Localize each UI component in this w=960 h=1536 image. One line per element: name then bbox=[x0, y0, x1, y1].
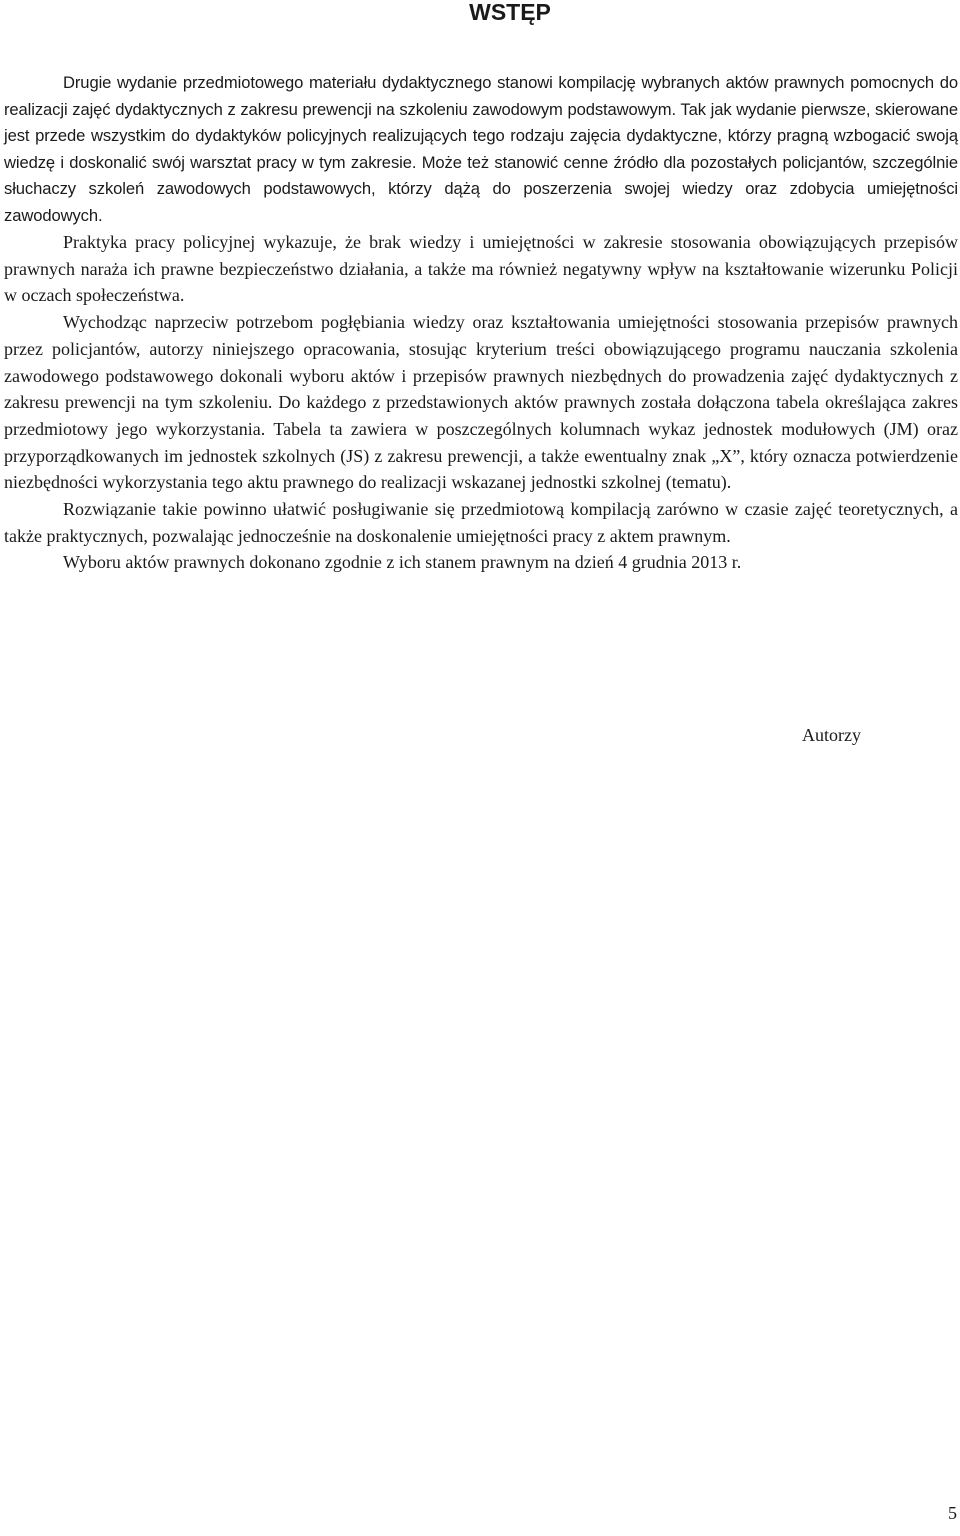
document-body bbox=[4, 70, 958, 576]
paragraph-legal-state: Wyboru aktów prawnych dokonano zgodnie z ich stanem prawnym na dzień 4 grudnia 2013 r. bbox=[63, 552, 742, 573]
paragraph-purpose: Rozwiązanie takie powinno ułatwić posługiwanie się przedmiotową kompilacją zarówno w czasie zajęć teoretycznych, a także praktycznych, pozwalając jednocześnie na doskonalenie umiejętności pracy z aktem prawnym. bbox=[4, 499, 958, 546]
paragraph-selection: Wychodząc naprzeciw potrzebom pogłębiania wiedzy oraz kształtowania umiejętności stosowania przepisów prawnych przez policjantów, autorzy niniejszego opracowania, stosując kryterium treści obowiązującego programu nauczania szkolenia zawodowego podstawowego dokonali wyboru aktów i przepisów prawnych niezbędnych do prowadzenia zajęć dydaktycznych z zakresu prewencji na tym szkoleniu. Do każdego z przedstawionych aktów prawnych została dołączona tabela określająca zakres przedmiotowy jego wykorzystania. Tabela ta zawiera w poszczególnych kolumnach wykaz jednostek modułowych (JM) oraz przyporządkowanych im jednostek szkolnych (JS) z zakresu prewencji, a także ewentualny znak „X”, który oznacza potwierdzenie niezbędności wykorzystania tego aktu prawnego do realizacji wskazanej jednostki szkolnej (tematu). bbox=[4, 312, 958, 493]
paragraph-intro: Drugie wydanie przedmiotowego materiału dydaktycznego stanowi kompilację wybranych aktów prawnych pomocnych do realizacji zajęć dydaktycznych z zakresu prewencji na szkoleniu zawodowym podstawowym. Tak jak wydanie pierwsze, skierowane jest przede wszystkim do dydaktyków policyjnych realizujących tego rodzaju zajęcia dydaktyczne, którzy pragną wzbogacić swoją wiedzę i doskonalić swój warsztat pracy w tym zakresie. Może też stanowić cenne źródło dla pozostałych policjantów, szczególnie słuchaczy szkoleń zawodowych podstawowych, którzy dążą do poszerzenia swojej wiedzy oraz zdobycia umiejętności zawodowych. bbox=[4, 73, 958, 225]
paragraph-practice: Praktyka pracy policyjnej wykazuje, że brak wiedzy i umiejętności w zakresie stosowania obowiązujących przepisów prawnych naraża ich prawne bezpieczeństwo działania, a także ma również negatywny wpływ na kształtowanie wizerunku Policji w oczach społeczeństwa. bbox=[4, 232, 958, 306]
page-title: WSTĘP bbox=[469, 0, 551, 25]
signature-authors: Autorzy bbox=[802, 725, 861, 745]
page-number: 5 bbox=[948, 1503, 957, 1523]
